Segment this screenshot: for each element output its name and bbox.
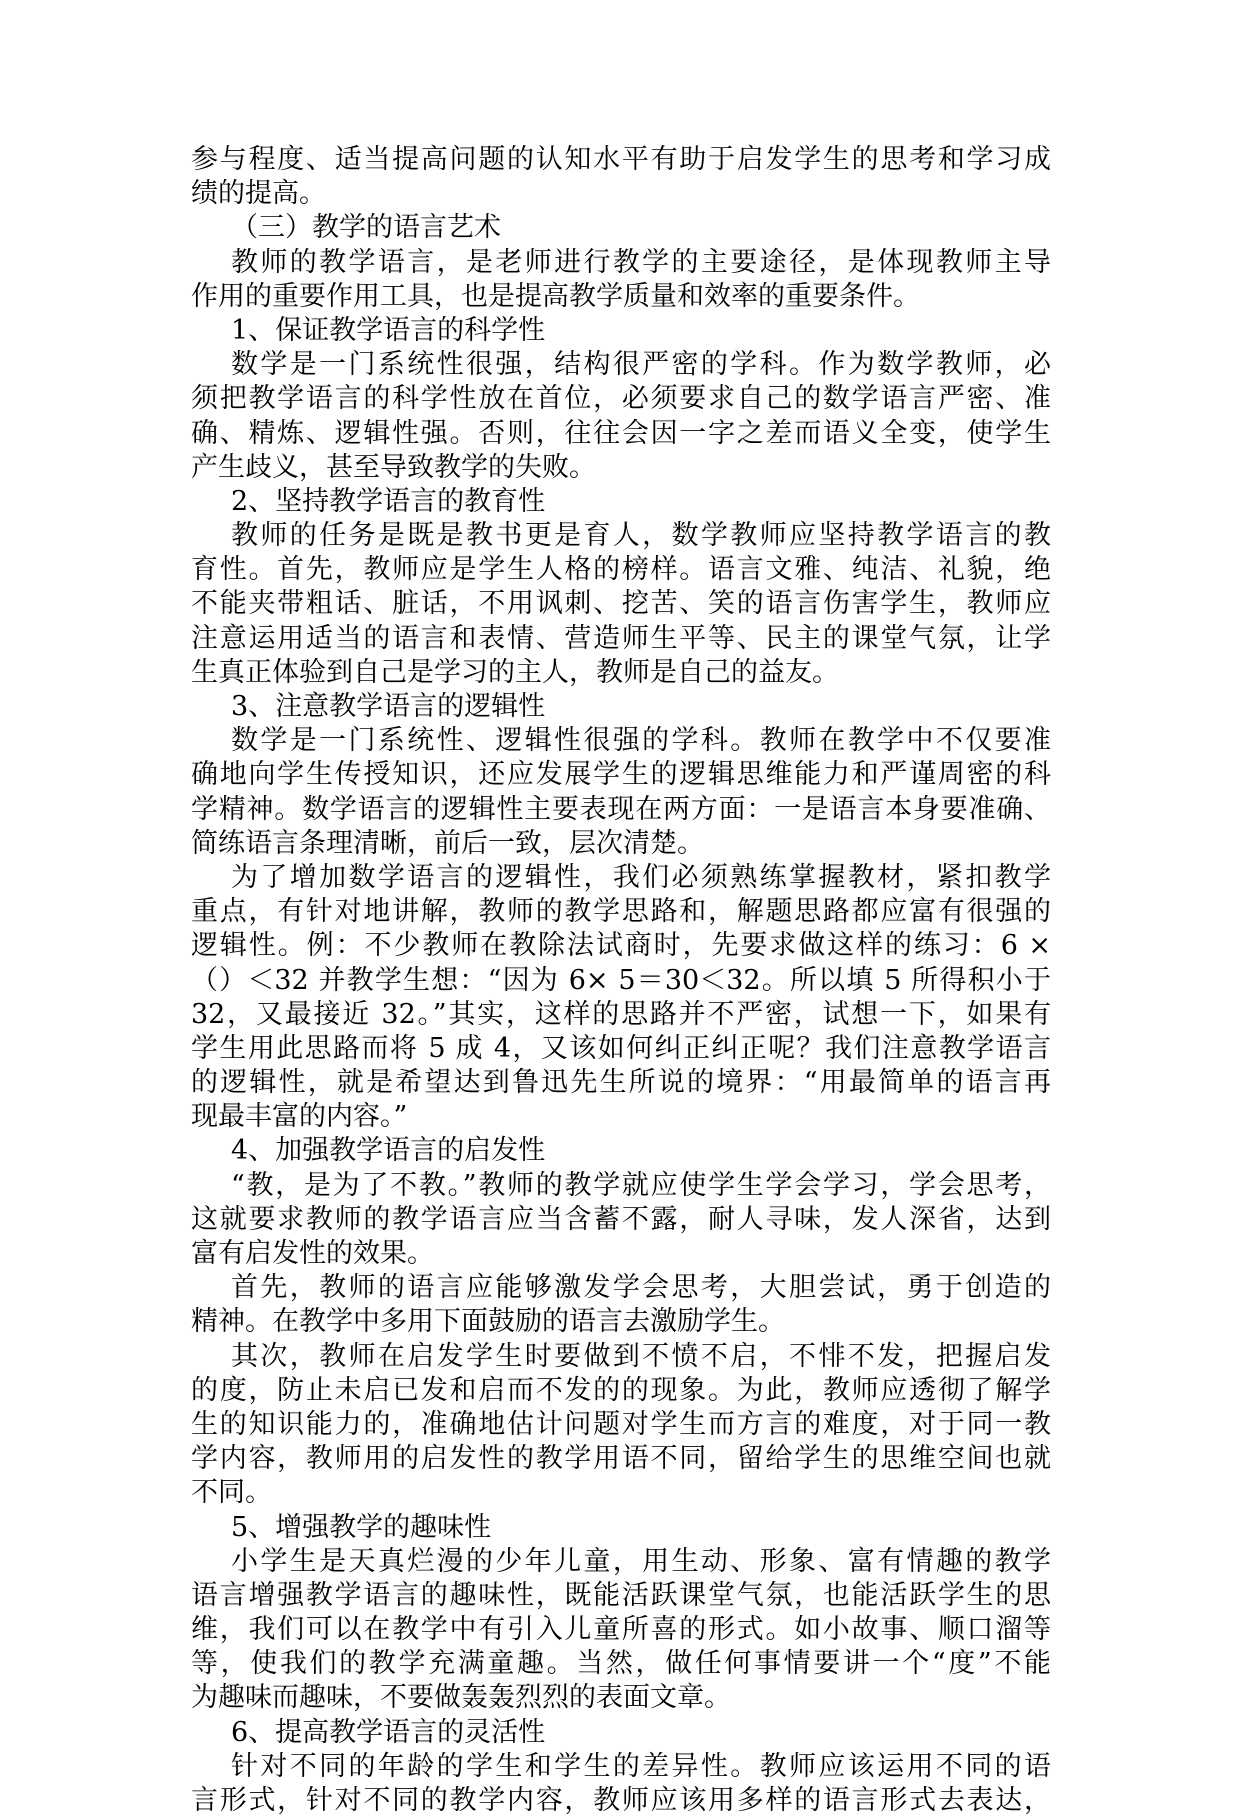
document-page (191, 143, 1051, 1818)
text-line: （）＜32 并教学生想：“因为 6× 5＝30＜32。所以填 5 所得积小于 (191, 964, 1051, 996)
text-line: 为了增加数学语言的逻辑性，我们必须熟练掌握教材，紧扣教学 (231, 861, 1051, 893)
text-line: 现最丰富的内容。” (191, 1101, 408, 1133)
text-line: 精神。在教学中多用下面鼓励的语言去激励学生。 (191, 1306, 785, 1338)
text-line: 首先，教师的语言应能够激发学会思考，大胆尝试，勇于创造的 (231, 1272, 1051, 1304)
text-line: 不同。 (191, 1477, 272, 1509)
text-line: 等，使我们的教学充满童趣。当然，做任何事情要讲一个“度”不能 (191, 1648, 1051, 1680)
text-line: 针对不同的年龄的学生和学生的差异性。教师应该运用不同的语 (231, 1750, 1051, 1782)
text-line: 生真正体验到自己是学习的主人，教师是自己的益友。 (191, 656, 839, 688)
text-line: 小学生是天真烂漫的少年儿童，用生动、形象、富有情趣的教学 (231, 1545, 1051, 1577)
text-line: 绩的提高。 (191, 178, 326, 210)
text-line: 4、加强教学语言的启发性 (231, 1135, 546, 1167)
text-line: 的逻辑性，就是希望达到鲁迅先生所说的境界：“用最简单的语言再 (191, 1067, 1051, 1099)
text-line: 作用的重要作用工具，也是提高教学质量和效率的重要条件。 (191, 280, 920, 312)
text-line: 教师的任务是既是教书更是育人，数学教师应坚持教学语言的教 (231, 520, 1051, 552)
text-line: 数学是一门系统性很强，结构很严密的学科。作为数学教师，必 (231, 349, 1051, 381)
text-line: 不能夹带粗话、脏话，不用讽刺、挖苦、笑的语言伤害学生，教师应 (191, 588, 1051, 620)
text-line: 为趣味而趣味，不要做轰轰烈烈的表面文章。 (191, 1682, 731, 1714)
text-line: 逻辑性。例：不少教师在教除法试商时，先要求做这样的练习：6 × (191, 930, 1051, 962)
text-line: 学内容，教师用的启发性的教学用语不同，留给学生的思维空间也就 (191, 1443, 1051, 1475)
text-line: 产生歧义，甚至导致教学的失败。 (191, 451, 596, 483)
text-line: 这就要求教师的教学语言应当含蓄不露，耐人寻味，发人深省，达到 (191, 1203, 1051, 1235)
text-line: 其次，教师在启发学生时要做到不愤不启，不悱不发，把握启发 (231, 1340, 1051, 1372)
text-line: 1、保证教学语言的科学性 (231, 314, 546, 346)
text-line: 重点，有针对地讲解，教师的教学思路和，解题思路都应富有很强的 (191, 896, 1051, 928)
text-line: 须把教学语言的科学性放在首位，必须要求自己的数学语言严密、准 (191, 383, 1051, 415)
text-line: 数学是一门系统性、逻辑性很强的学科。教师在教学中不仅要准 (231, 725, 1051, 757)
text-line: 语言增强教学语言的趣味性，既能活跃课堂气氛，也能活跃学生的思 (191, 1579, 1051, 1611)
text-line: 维，我们可以在教学中有引入儿童所喜的形式。如小故事、顺口溜等 (191, 1614, 1051, 1646)
text-line: 教师的教学语言，是老师进行教学的主要途径，是体现教师主导 (231, 246, 1051, 278)
text-line: 富有启发性的效果。 (191, 1238, 434, 1269)
text-line: 学精神。数学语言的逻辑性主要表现在两方面：一是语言本身要准确、 (191, 793, 1051, 825)
text-line: （三）教学的语言艺术 (231, 212, 501, 244)
text-line: 生的知识能力的，准确地估计问题对学生而方言的难度，对于同一教 (191, 1408, 1051, 1440)
text-line: 的度，防止未启已发和启而不发的的现象。为此，教师应透彻了解学 (191, 1374, 1051, 1406)
text-line: 学生用此思路而将 5 成 4，又该如何纠正纠正呢？我们注意教学语言 (191, 1032, 1051, 1064)
text-line: 确地向学生传授知识，还应发展学生的逻辑思维能力和严谨周密的科 (191, 759, 1051, 791)
text-line: 言形式，针对不同的教学内容，教师应该用多样的语言形式去表达， (191, 1785, 1051, 1816)
text-line: 32，又最接近 32。”其实，这样的思路并不严密，试想一下，如果有 (191, 998, 1051, 1030)
text-line: 6、提高教学语言的灵活性 (231, 1716, 546, 1748)
text-line: 确、精炼、逻辑性强。否则，往往会因一字之差而语义全变，使学生 (191, 417, 1051, 449)
text-line: 2、坚持教学语言的教育性 (231, 485, 546, 517)
text-line: 育性。首先，教师应是学生人格的榜样。语言文雅、纯洁、礼貌，绝 (191, 554, 1051, 586)
text-line: “教，是为了不教。”教师的教学就应使学生学会学习，学会思考， (231, 1169, 1051, 1201)
text-line: 简练语言条理清晰，前后一致，层次清楚。 (191, 827, 704, 859)
text-line: 5、增强教学的趣味性 (231, 1511, 492, 1543)
text-line: 参与程度、适当提高问题的认知水平有助于启发学生的思考和学习成 (191, 144, 1051, 175)
text-line: 注意运用适当的语言和表情、营造师生平等、民主的课堂气氛，让学 (191, 622, 1051, 654)
text-line: 3、注意教学语言的逻辑性 (231, 691, 546, 722)
